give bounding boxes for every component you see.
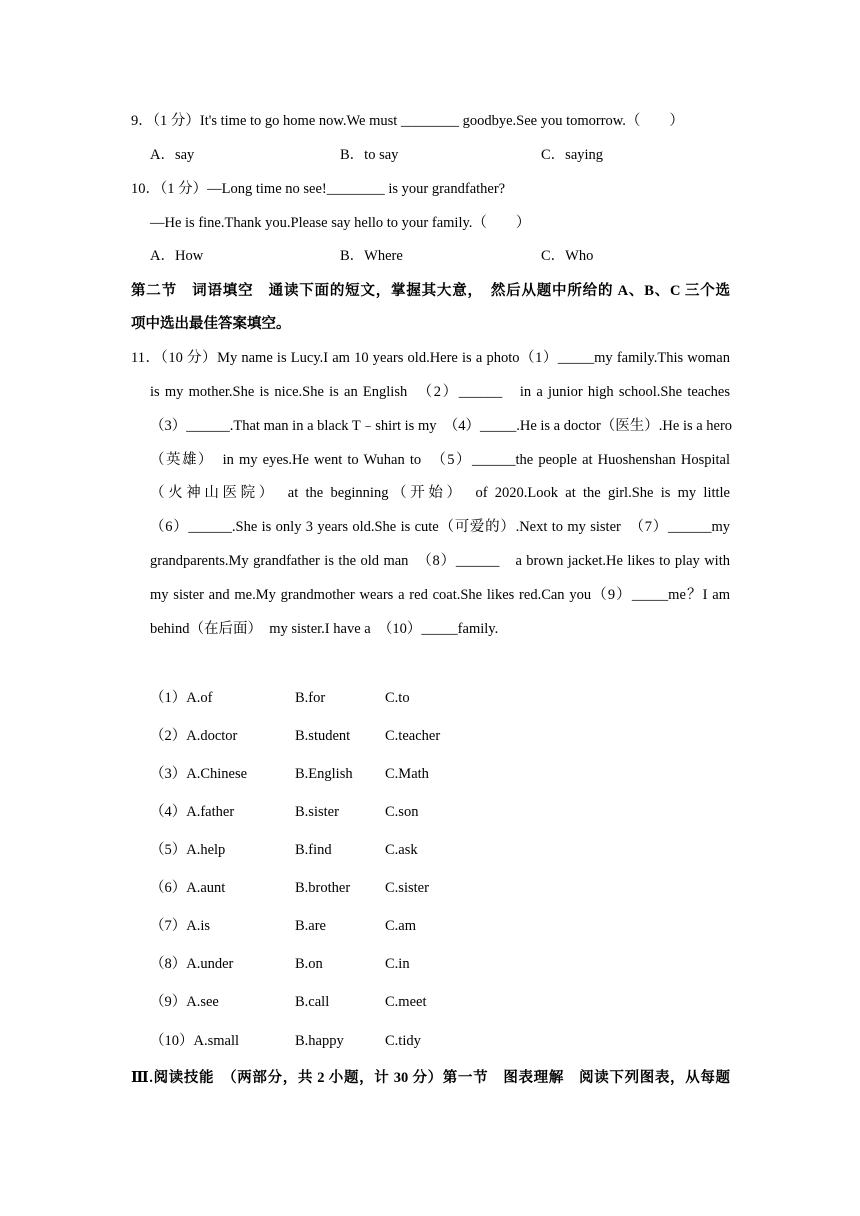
section-3-heading: Ⅲ.阅读技能 （两部分，共 2 小题，计 30 分）第一节 图表理解 阅读下列图表，从每题 [131, 1070, 730, 1086]
choice-9-c: C.meet [385, 994, 427, 1010]
choice-7-b: B.are [295, 918, 326, 934]
question-10-option-a: A．How [150, 248, 204, 264]
choice-3-a: （3）A.Chinese [150, 766, 248, 782]
choice-8-c: C.in [385, 956, 410, 972]
choice-8-a: （8）A.under [150, 956, 234, 972]
choice-4-b: B.sister [295, 804, 339, 820]
question-10-line2: —He is fine.Thank you.Please say hello to your family.（ ） [150, 215, 531, 231]
choice-4-c: C.son [385, 804, 419, 820]
passage-line: grandparents.My grandfather is the old man （8）______ a brown jacket.He likes to play with [150, 553, 730, 569]
choice-3-c: C.Math [385, 766, 429, 782]
question-9-option-a: A．say [150, 147, 195, 163]
choice-1-c: C.to [385, 690, 410, 706]
passage-line: （火神山医院） at the beginning（开始） of 2020.Look at the girl.She is my little [150, 485, 730, 501]
choice-10-b: B.happy [295, 1033, 344, 1049]
section-2-heading: 第二节 词语填空 通读下面的短文，掌握其大意， 然后从题中所给的 A、B、C 三个选 [131, 283, 730, 299]
choice-7-c: C.am [385, 918, 417, 934]
choice-9-a: （9）A.see [150, 994, 219, 1010]
choice-1-b: B.for [295, 690, 326, 706]
passage-line: （6）______.She is only 3 years old.She is cute（可爱的）.Next to my sister （7）______my [150, 519, 730, 535]
choice-10-a: （10）A.small [150, 1033, 240, 1049]
choice-5-a: （5）A.help [150, 842, 226, 858]
choice-2-b: B.student [295, 728, 351, 744]
question-10-option-b: B．Where [340, 248, 403, 264]
choice-7-a: （7）A.is [150, 918, 211, 934]
passage-line: 11．（10 分）My name is Lucy.I am 10 years old.Here is a photo（1）_____my family.This woman [131, 350, 730, 366]
choice-6-a: （6）A.aunt [150, 880, 226, 896]
choice-2-a: （2）A.doctor [150, 728, 238, 744]
choice-1-a: （1）A.of [150, 690, 213, 706]
choice-2-c: C.teacher [385, 728, 441, 744]
section-2-heading-cont: 项中选出最佳答案填空。 [131, 316, 291, 332]
choice-5-b: B.find [295, 842, 332, 858]
question-10-option-c: C．Who [541, 248, 594, 264]
passage-line: （3）______.That man in a black T﹣shirt is my （4）_____.He is a doctor（医生）.He is a hero [150, 418, 733, 434]
choice-4-a: （4）A.father [150, 804, 235, 820]
passage-line: my sister and me.My grandmother wears a red coat.She likes red.Can you（9）_____me？I am [150, 587, 730, 603]
choice-6-b: B.brother [295, 880, 351, 896]
question-9-option-c: C．saying [541, 147, 604, 163]
question-9-stem: 9．（1 分）It's time to go home now.We must ________ goodbye.See you tomorrow.（ ） [131, 113, 684, 129]
choice-6-c: C.sister [385, 880, 429, 896]
choice-10-c: C.tidy [385, 1033, 421, 1049]
choice-9-b: B.call [295, 994, 330, 1010]
passage-line: behind（在后面） my sister.I have a （10）_____family. [150, 621, 499, 637]
choice-5-c: C.ask [385, 842, 418, 858]
passage-line: （英雄） in my eyes.He went to Wuhan to （5）______the people at Huoshenshan Hospital [150, 452, 730, 468]
question-10-stem: 10．（1 分）—Long time no see!________ is your grandfather? [131, 181, 506, 197]
choice-3-b: B.English [295, 766, 353, 782]
question-9-option-b: B．to say [340, 147, 399, 163]
passage-line: is my mother.She is nice.She is an English （2）______ in a junior high school.She teaches [150, 384, 730, 400]
choice-8-b: B.on [295, 956, 323, 972]
